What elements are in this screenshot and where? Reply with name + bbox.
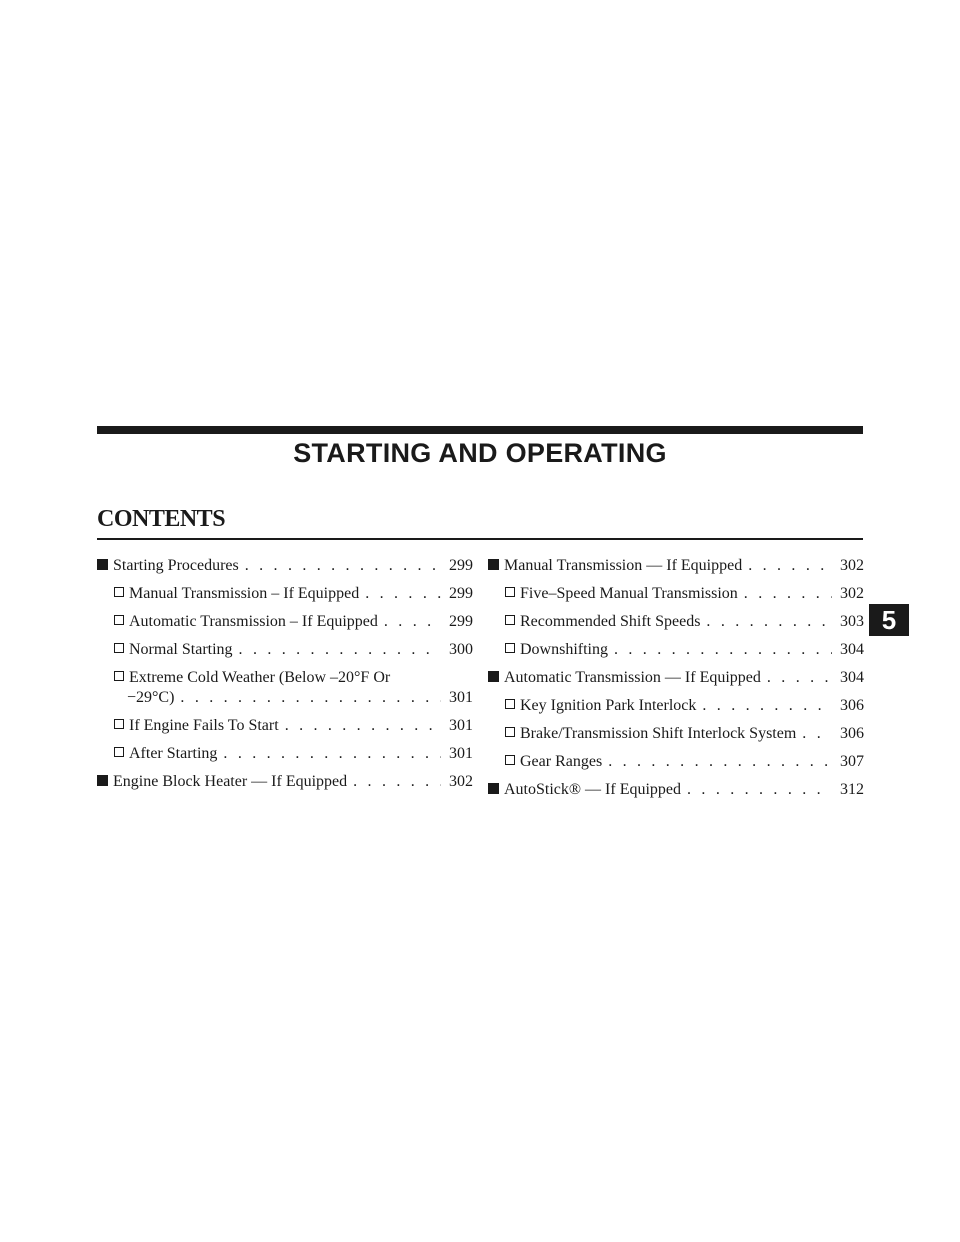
box-bullet-icon [505,755,515,765]
contents-heading: CONTENTS [97,506,226,532]
toc-page-number: 301 [449,717,473,734]
box-bullet-icon [114,643,124,653]
toc-entry-label: Manual Transmission — If Equipped [504,557,743,574]
box-bullet-icon [114,671,124,681]
dot-leader [180,688,441,708]
box-bullet-icon [505,615,515,625]
toc-page-number: 301 [449,689,473,706]
toc-page-number: 301 [449,745,473,762]
toc-page-number: 306 [840,697,864,714]
toc-entry-label: Downshifting [520,641,608,658]
toc-subsection-entry[interactable] [488,752,864,780]
toc-section-entry[interactable] [488,668,864,696]
toc-left-column [97,556,473,800]
toc-subsection-entry[interactable] [97,640,473,668]
dot-leader [748,556,832,576]
toc-subsection-entry[interactable] [488,724,864,752]
toc-entry-line [114,688,473,708]
toc-subsection-entry[interactable] [97,584,473,612]
box-bullet-icon [505,643,515,653]
square-bullet-icon [97,775,108,786]
toc-page-number: 302 [840,557,864,574]
toc-entry-label: Automatic Transmission – If Equipped [129,613,378,630]
square-bullet-icon [488,671,499,682]
toc-page-number: 312 [840,781,864,798]
toc-page-number: 307 [840,753,864,770]
toc-page-number: 306 [840,725,864,742]
dot-leader [384,612,441,632]
dot-leader [353,772,441,792]
box-bullet-icon [505,587,515,597]
toc-entry-label: Key Ignition Park Interlock [520,697,697,714]
toc-page-number: 304 [840,669,864,686]
toc-section-entry[interactable] [488,780,864,808]
toc-subsection-entry[interactable] [97,716,473,744]
toc-section-entry[interactable] [97,772,473,800]
dot-leader [608,752,832,772]
toc-entry-label: Recommended Shift Speeds [520,613,701,630]
toc-page-number: 300 [449,641,473,658]
toc-entry-label: AutoStick® — If Equipped [504,781,682,798]
dot-leader [239,640,441,660]
toc-subsection-entry[interactable] [97,612,473,640]
toc-subsection-entry[interactable] [97,744,473,772]
square-bullet-icon [97,559,108,570]
toc-entry-label: Brake/Transmission Shift Interlock System [520,725,797,742]
toc-page-number: 299 [449,585,473,602]
toc-entry-label: Extreme Cold Weather (Below –20°F Or [129,669,391,686]
toc-entry-label-continued: −29°C) [127,689,175,706]
toc-entry-label: Five–Speed Manual Transmission [520,585,738,602]
toc-entry-label: Gear Ranges [520,753,603,770]
toc-subsection-entry[interactable] [488,640,864,668]
toc-subsection-entry[interactable] [97,668,473,716]
chapter-title-rule [97,426,863,434]
square-bullet-icon [488,559,499,570]
toc-page-number: 299 [449,557,473,574]
toc-subsection-entry[interactable] [488,584,864,612]
dot-leader [706,612,832,632]
dot-leader [702,696,832,716]
box-bullet-icon [114,719,124,729]
toc-entry-label: After Starting [129,745,218,762]
box-bullet-icon [505,727,515,737]
box-bullet-icon [114,615,124,625]
toc-entry-label: Engine Block Heater — If Equipped [113,773,348,790]
chapter-tab: 5 [869,604,909,636]
box-bullet-icon [505,699,515,709]
toc-section-entry[interactable] [488,556,864,584]
dot-leader [767,668,832,688]
toc-subsection-entry[interactable] [488,696,864,724]
toc-entry-line [114,668,473,688]
contents-rule [97,538,863,540]
dot-leader [285,716,441,736]
toc-section-entry[interactable] [97,556,473,584]
toc-page-number: 304 [840,641,864,658]
toc-subsection-entry[interactable] [488,612,864,640]
box-bullet-icon [114,747,124,757]
dot-leader [223,744,441,764]
dot-leader [687,780,832,800]
toc-entry-label: Manual Transmission – If Equipped [129,585,360,602]
dot-leader [365,584,441,604]
toc-page-number: 303 [840,613,864,630]
dot-leader [802,724,832,744]
dot-leader [245,556,441,576]
toc-right-column [488,556,864,808]
dot-leader [614,640,832,660]
toc-page-number: 299 [449,613,473,630]
toc-page-number: 302 [449,773,473,790]
toc-page-number: 302 [840,585,864,602]
dot-leader [744,584,832,604]
toc-entry-label: If Engine Fails To Start [129,717,279,734]
toc-entry-label: Starting Procedures [113,557,239,574]
square-bullet-icon [488,783,499,794]
box-bullet-icon [114,587,124,597]
toc-entry-label: Automatic Transmission — If Equipped [504,669,761,686]
toc-entry-label: Normal Starting [129,641,233,658]
chapter-title: STARTING AND OPERATING [293,438,667,468]
